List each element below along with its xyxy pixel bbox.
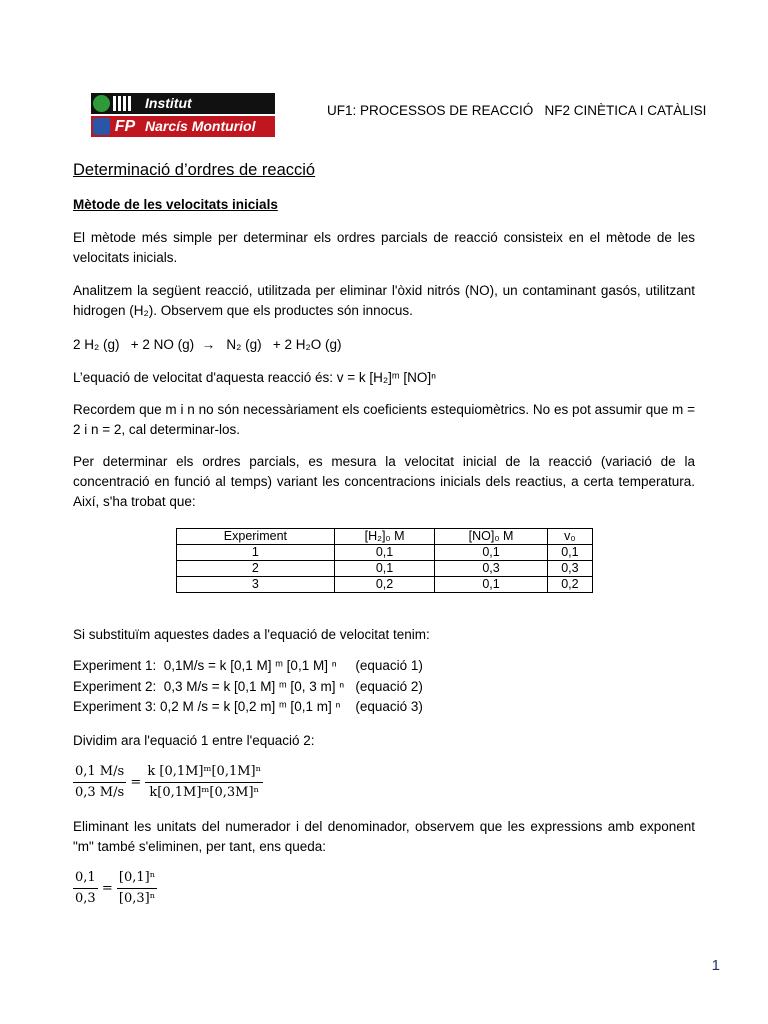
fraction-numerator: 0,1 (73, 868, 98, 889)
ratio-formula-2 (73, 868, 157, 909)
fraction-denominator: [0,3]ⁿ (118, 891, 156, 906)
table-header-cell: Experiment (177, 529, 335, 545)
paragraph-method: Per determinar els ordres parcials, es mesura la velocitat inicial de la reacció (variació de la concentració en funció al temps) variant les concentracions inicials dels reactius, a certa temperatura. Així, s'ha trobat que: (73, 454, 695, 509)
fraction-numerator: k [0,1M]ᵐ[0,1M]ⁿ (145, 762, 263, 783)
fraction-lhs (73, 868, 98, 909)
table-cell: 3 (177, 577, 335, 593)
logo-bottom-band (91, 116, 275, 137)
institute-logo (91, 93, 275, 137)
paragraph-intro: El mètode més simple per determinar els ordres parcials de reacció consisteix en el mètode de les velocitats inicials. (73, 230, 695, 265)
paragraph-eliminate: Eliminant les unitats del numerador i del denominador, observem que les expressions amb exponent "m" també s'eliminen, per tant, ens queda: (73, 819, 695, 854)
logo-text-fp: FP (114, 118, 136, 135)
table-header-cell: v₀ (547, 529, 592, 545)
table-header-cell: [NO]₀ M (435, 529, 547, 545)
paragraph-divide: Dividim ara l'equació 1 entre l'equació 2: (73, 733, 315, 748)
table-header-cell: [H₂]₀ M (334, 529, 435, 545)
logo-text-name: Narcís Monturiol (145, 118, 256, 134)
section-subheading: Mètode de les velocitats inicials (73, 197, 278, 212)
table-cell: 0,3 (547, 561, 592, 577)
logo-top-band (91, 93, 275, 114)
fraction-numerator: 0,1 M/s (73, 762, 126, 783)
table-cell: 0,1 (435, 577, 547, 593)
experiment-equation-1: Experiment 1: 0,1M/s = k [0,1 M] ᵐ [0,1 M] ⁿ (equació 1) (73, 658, 423, 673)
fraction-rhs (117, 868, 157, 909)
reaction-equation: 2 H₂ (g) + 2 NO (g) → N₂ (g) + 2 H₂O (g) (73, 337, 342, 352)
table-cell: 1 (177, 545, 335, 561)
table-row (177, 577, 593, 593)
experiment-equation-3: Experiment 3: 0,2 M /s = k [0,2 m] ᵐ [0,1 m] ⁿ (equació 3) (73, 699, 423, 714)
table-cell: 2 (177, 561, 335, 577)
table-cell: 0,2 (334, 577, 435, 593)
table-cell: 0,1 (435, 545, 547, 561)
table-cell: 0,1 (334, 561, 435, 577)
table-header-row (177, 529, 593, 545)
rate-equation: L’equació de velocitat d'aquesta reacció és: v = k [H₂]ᵐ [NO]ⁿ (73, 370, 437, 385)
experiment-equation-2: Experiment 2: 0,3 M/s = k [0,1 M] ᵐ [0, 3 m] ⁿ (equació 2) (73, 679, 423, 694)
fraction-lhs (73, 762, 126, 803)
fraction-numerator: [0,1]ⁿ (117, 868, 157, 889)
fraction-denominator: 0,3 M/s (75, 785, 125, 800)
equals-sign: = (130, 775, 142, 790)
logo-text-institut: Institut (145, 95, 192, 111)
flask-icon (93, 118, 110, 135)
table-cell: 0,1 (547, 545, 592, 561)
table-cell: 0,3 (435, 561, 547, 577)
ratio-formula-1 (73, 762, 263, 803)
fraction-denominator: k[0,1M]ᵐ[0,3M]ⁿ (149, 785, 260, 800)
equals-sign: = (101, 881, 113, 896)
table-cell: 0,2 (547, 577, 592, 593)
paragraph-substitute: Si substituïm aquestes dades a l'equació de velocitat tenim: (73, 627, 430, 642)
data-table (176, 528, 593, 593)
page-number: 1 (711, 957, 720, 974)
document-title: Determinació d’ordres de reacció (73, 161, 316, 179)
table-cell: 0,1 (334, 545, 435, 561)
fraction-rhs (145, 762, 263, 803)
table-row (177, 561, 593, 577)
paragraph-reaction-intro: Analitzem la següent reacció, utilitzada per eliminar l'òxid nitrós (NO), un contaminant gasós, utilitzant hidrogen (H₂). Observem que els productes són innocus. (73, 283, 695, 318)
fraction-denominator: 0,3 (75, 891, 96, 906)
globe-icon (93, 95, 110, 112)
page-header: UF1: PROCESSOS DE REACCIÓ NF2 CINÈTICA I CATÀLISI (327, 103, 707, 118)
table-row (177, 545, 593, 561)
building-icon (113, 96, 133, 111)
paragraph-orders-note: Recordem que m i n no són necessàriament els coeficients estequiomètrics. No es pot assumir que m = 2 i n = 2, cal determinar-los. (73, 402, 695, 437)
